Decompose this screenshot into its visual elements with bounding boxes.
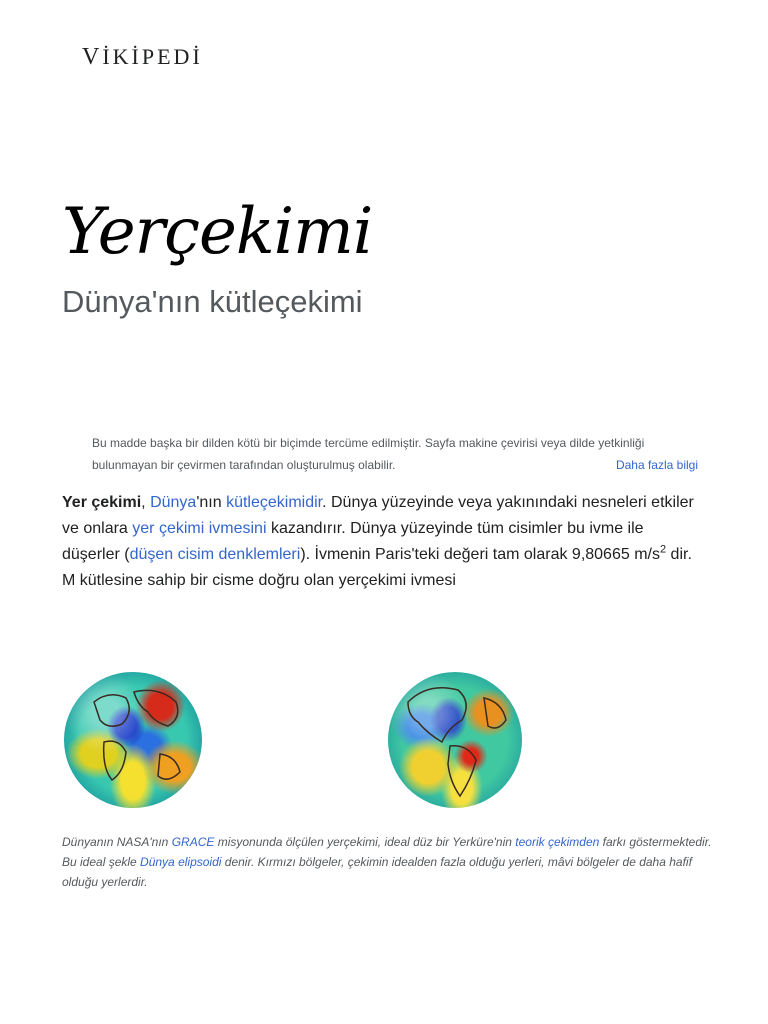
lead-text-3: . Dünya yüzeyinde veya yakınındaki nesneleri etkiler ve onlara	[62, 494, 694, 537]
lead-text-5: ). İvmenin Paris'teki değeri tam olarak 9,80665 m/s	[300, 546, 660, 563]
link-dunya[interactable]: Dünya	[150, 494, 197, 511]
lead-text-6: dir. M kütlesine sahip bir cisme doğru olan yerçekimi ivmesi	[62, 546, 692, 589]
logo-rest: İKİPEDİ	[102, 44, 203, 69]
notice-more-link[interactable]: Daha fazla bilgi	[615, 458, 698, 472]
page-title: Yerçekimi	[62, 195, 373, 269]
link-kutlecekimi[interactable]: kütleçekimidir	[226, 494, 323, 511]
caption-text-2: misyonunda ölçülen yerçekimi, ideal düz bir Yerküre'nin	[214, 835, 516, 849]
figure-caption	[62, 832, 712, 892]
globe-1-outlines	[64, 672, 202, 808]
wikipedia-logo[interactable]	[82, 44, 203, 71]
logo-initial: V	[82, 44, 103, 70]
lead-paragraph	[62, 490, 702, 594]
lead-text-2: 'nın	[196, 494, 227, 511]
lead-term: Yer çekimi	[62, 494, 142, 511]
caption-text-3: farkı göstermektedir. Bu ideal şekle	[62, 835, 712, 869]
page-subtitle: Dünya'nın kütleçekimi	[62, 284, 363, 319]
globe-2-outlines	[388, 672, 522, 808]
link-teorik-cekim[interactable]: teorik çekimden	[515, 835, 600, 849]
link-dusen-cisim[interactable]: düşen cisim denklemleri	[129, 546, 301, 563]
link-yer-cekimi-ivmesi[interactable]: yer çekimi ivmesini	[132, 520, 267, 537]
gravity-globe-image-1[interactable]	[64, 672, 202, 808]
link-grace[interactable]: GRACE	[171, 835, 215, 849]
gravity-globe-image-2[interactable]	[388, 672, 522, 808]
lead-superscript: 2	[659, 543, 667, 556]
caption-text-1: Dünyanın NASA'nın	[62, 835, 172, 849]
link-dunya-elipsoidi[interactable]: Dünya elipsoidi	[140, 855, 222, 869]
translation-notice	[92, 432, 698, 476]
lead-text-1: ,	[141, 494, 151, 511]
notice-text: Bu madde başka bir dilden kötü bir biçimde tercüme edilmiştir. Sayfa makine çevirisi veya dilde yetkinliği bulunmayan bir çevirmen tarafından oluşturulmuş olabilir.	[92, 436, 645, 472]
caption-text-4: denir. Kırmızı bölgeler, çekimin idealden fazla olduğu yerleri, mâvi bölgeler de daha hafif olduğu yerlerdir.	[62, 855, 692, 889]
lead-text-4: kazandırır. Dünya yüzeyinde tüm cisimler bu ivme ile düşerler (	[62, 520, 644, 563]
